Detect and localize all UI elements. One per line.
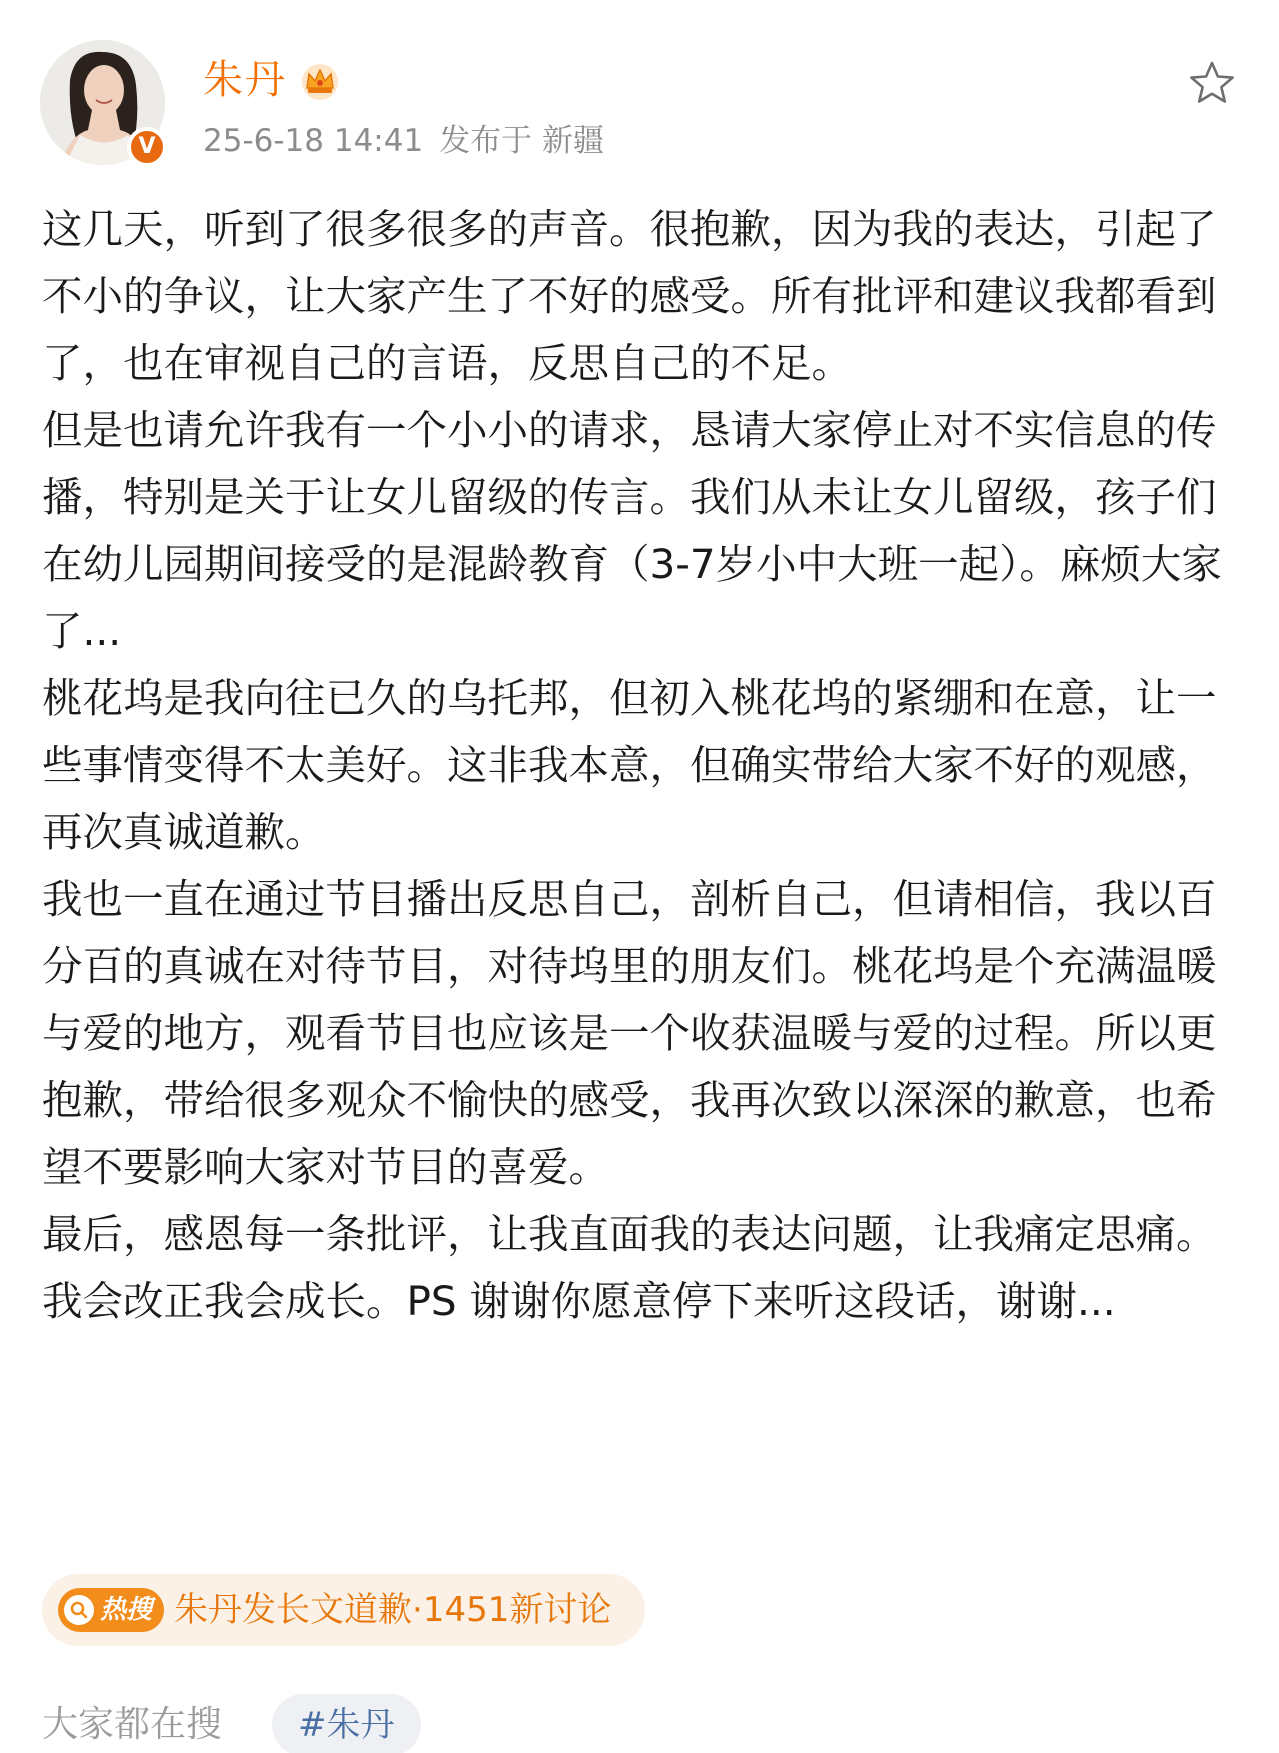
verified-icon: V <box>127 127 167 167</box>
crown-icon <box>298 58 342 102</box>
hashtag-chip[interactable]: #朱丹 <box>272 1694 421 1753</box>
search-icon <box>64 1595 94 1625</box>
post-paragraph: 我也一直在通过节目播出反思自己，剖析自己，但请相信，我以百分百的真诚在对待节目，对待坞里的朋友们。桃花坞是个充满温暖与爱的地方，观看节目也应该是一个收获温暖与爱的过程。所以更抱歉，带给很多观众不愉快的感受，我再次致以深深的歉意，也希望不要影响大家对节目的喜爱。 <box>42 875 1217 1191</box>
trending-label: 大家都在搜 <box>42 1704 223 1745</box>
post-paragraph: 桃花坞是我向往已久的乌托邦，但初入桃花坞的紧绷和在意，让一些事情变得不太美好。这非我本意，但确实带给大家不好的观感，再次真诚道歉。 <box>42 674 1217 856</box>
post-meta <box>203 120 620 162</box>
post-location: 发布于 新疆 <box>439 123 605 159</box>
avatar[interactable] <box>40 40 165 165</box>
post-paragraph: 但是也请允许我有一个小小的请求，恳请大家停止对不实信息的传播，特别是关于让女儿留级的传言。我们从未让女儿留级，孩子们在幼儿园期间接受的是混龄教育（3-7岁小中大班一起）。麻烦大家了... <box>42 406 1222 655</box>
star-icon[interactable] <box>1187 58 1237 108</box>
post-date: 25-6-18 14:41 <box>203 123 424 159</box>
author-name[interactable]: 朱丹 <box>203 57 287 103</box>
hot-search-text: 朱丹发长文道歉·1451新讨论 <box>174 1590 612 1630</box>
hot-search-chip[interactable] <box>42 1574 645 1646</box>
post-body <box>42 196 1242 1335</box>
post-paragraph: 最后，感恩每一条批评，让我直面我的表达问题，让我痛定思痛。我会改正我会成长。PS 谢谢你愿意停下来听这段话，谢谢... <box>42 1210 1217 1325</box>
hot-search-badge-label: 热搜 <box>100 1595 153 1625</box>
post-paragraph: 这几天，听到了很多很多的声音。很抱歉，因为我的表达，引起了不小的争议，让大家产生了不好的感受。所有批评和建议我都看到了，也在审视自己的言语，反思自己的不足。 <box>42 205 1217 387</box>
hot-search-badge <box>58 1588 164 1632</box>
